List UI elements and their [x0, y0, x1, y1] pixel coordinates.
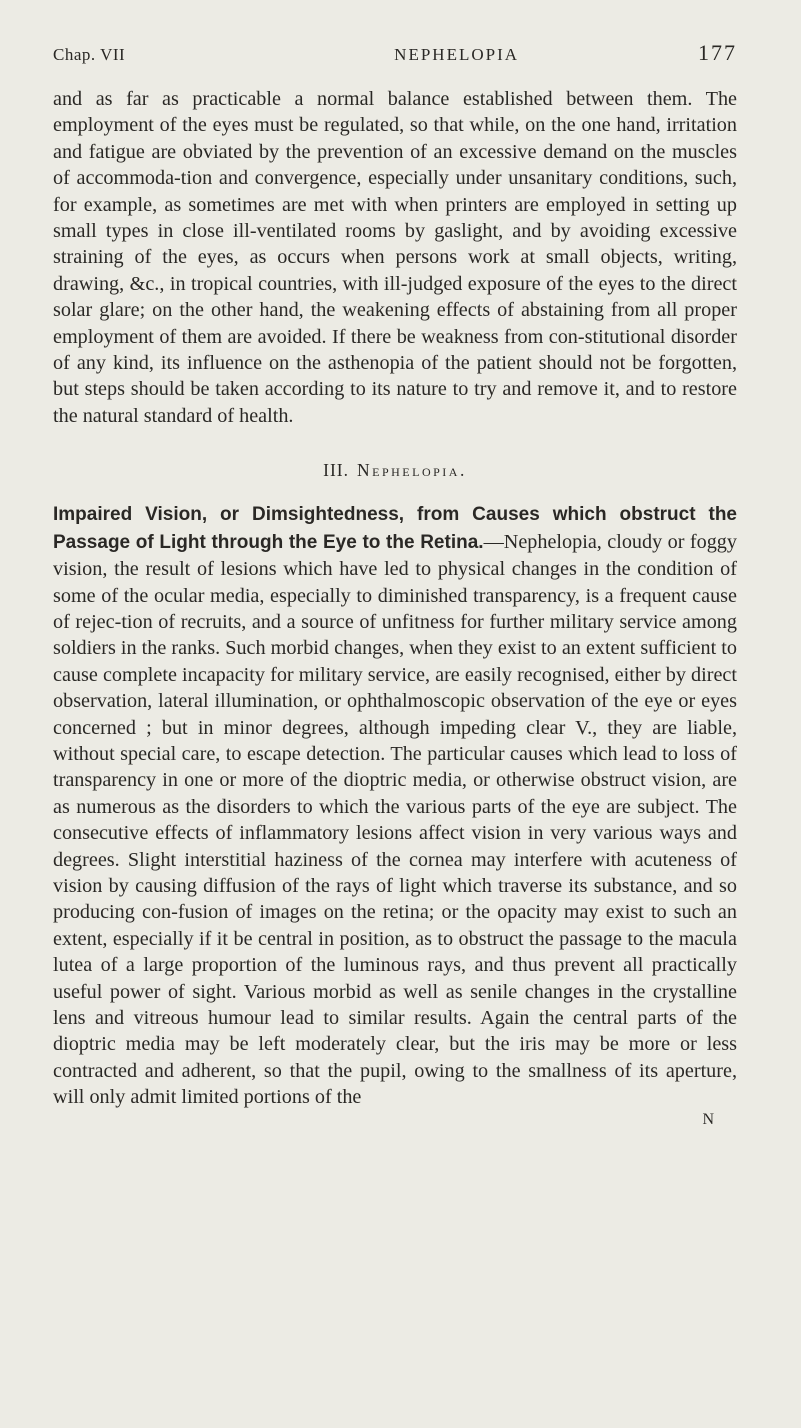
paragraph-run-in-heading: Impaired Vision, or Dimsightedness, from Causes which obstruct the Passage of Light through the Eye to the Retina.	[53, 504, 737, 553]
body-text	[53, 86, 737, 1111]
section-name: Nephelopia.	[357, 460, 467, 481]
chapter-label: Chap. VII	[53, 45, 126, 64]
running-head	[53, 40, 737, 70]
running-title: NEPHELOPIA	[394, 45, 520, 64]
signature-mark: N	[702, 1110, 715, 1128]
paragraph-nephelopia	[53, 501, 737, 1110]
section-numeral: III.	[323, 460, 349, 481]
paragraph-continued: and as far as practicable a normal balance established between them. The employment of the eyes must be regulated, so that while, on the one hand, irritation and fatigue are obviated by the prevention of an excessive demand on the muscles of accommoda-tion and convergence, especially under unsanitary conditions, such, for example, as sometimes are met with when printers are employed in setting up small types in close ill-ventilated rooms by gaslight, and by avoiding excessive straining of the eyes, as occurs when persons work at small objects, writing, drawing, &c., in tropical countries, with ill-judged exposure of the eyes to the direct solar glare; on the other hand, the weakening effects of abstaining from all proper employment of them are avoided. If there be weakness from con-stitutional disorder of any kind, its influence on the asthenopia of the patient should not be forgotten, but steps should be taken according to its nature to try and remove it, and to restore the natural standard of health.	[53, 88, 737, 427]
page-number: 177	[698, 40, 737, 65]
paragraph-text: —Nephelopia, cloudy or foggy vision, the result of lesions which have led to physical changes in the condition of some of the ocular media, especially to diminished transparency, is a frequent cause of rejec-tion of recruits, and a source of unfitness for further military service among soldiers in the ranks. Such morbid changes, when they exist to an extent sufficient to cause complete incapacity for military service, are easily recognised, either by direct observation, lateral illumination, or ophthalmoscopic observation of the eye or eyes concerned ; but in minor degrees, although impeding clear V., they are liable, without special care, to escape detection. The particular causes which lead to loss of transparency in one or more of the dioptric media, or otherwise obstruct vision, are as numerous as the disorders to which the various parts of the eye are subject. The consecutive effects of inflammatory lesions affect vision in very various ways and degrees. Slight interstitial haziness of the cornea may interfere with acuteness of vision by causing diffusion of the rays of light which traverse its substance, and so producing con-fusion of images on the retina; or the opacity may exist to such an extent, especially if it be central in position, as to obstruct the passage to the macula lutea of a large proportion of the luminous rays, and thus prevent all practically useful power of sight. Various morbid as well as senile changes in the crystalline lens and vitreous humour lead to similar results. Again the central parts of the dioptric media may be left moderately clear, but the iris may be more or less contracted and adherent, so that the pupil, owing to the smallness of its aperture, will only admit limited portions of the	[53, 530, 737, 1109]
section-heading	[53, 457, 737, 481]
